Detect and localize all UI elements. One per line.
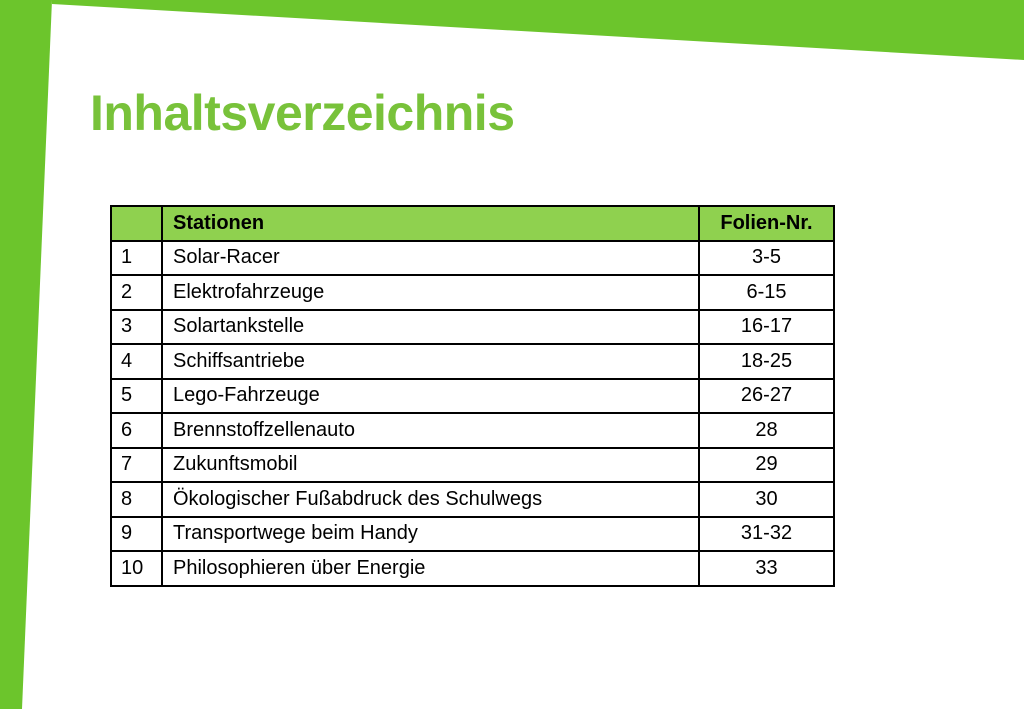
header-pages: Folien-Nr. [699, 206, 834, 241]
table-header-row [111, 206, 834, 241]
row-station: Brennstoffzellenauto [162, 413, 699, 448]
row-pages: 6-15 [699, 275, 834, 310]
row-num: 7 [111, 448, 162, 483]
top-green-banner [52, 0, 1024, 60]
table-row [111, 448, 834, 483]
header-station: Stationen [162, 206, 699, 241]
row-station: Philosophieren über Energie [162, 551, 699, 586]
row-station: Elektrofahrzeuge [162, 275, 699, 310]
row-pages: 3-5 [699, 241, 834, 276]
row-pages: 33 [699, 551, 834, 586]
row-pages: 16-17 [699, 310, 834, 345]
row-num: 5 [111, 379, 162, 414]
row-station: Solar-Racer [162, 241, 699, 276]
row-station: Zukunftsmobil [162, 448, 699, 483]
table-row [111, 379, 834, 414]
table-row [111, 275, 834, 310]
page-title: Inhaltsverzeichnis [90, 85, 515, 141]
row-num: 6 [111, 413, 162, 448]
table-row [111, 344, 834, 379]
row-station: Solartankstelle [162, 310, 699, 345]
row-pages: 31-32 [699, 517, 834, 552]
table-row [111, 551, 834, 586]
table-row [111, 517, 834, 552]
table-row [111, 413, 834, 448]
table-row [111, 310, 834, 345]
row-pages: 28 [699, 413, 834, 448]
row-pages: 26-27 [699, 379, 834, 414]
row-num: 10 [111, 551, 162, 586]
row-station: Transportwege beim Handy [162, 517, 699, 552]
row-pages: 29 [699, 448, 834, 483]
row-num: 4 [111, 344, 162, 379]
row-num: 8 [111, 482, 162, 517]
row-num: 9 [111, 517, 162, 552]
table-row [111, 482, 834, 517]
header-num [111, 206, 162, 241]
row-num: 1 [111, 241, 162, 276]
row-station: Ökologischer Fußabdruck des Schulwegs [162, 482, 699, 517]
row-pages: 18-25 [699, 344, 834, 379]
table-row [111, 241, 834, 276]
row-station: Lego-Fahrzeuge [162, 379, 699, 414]
left-green-stripe [0, 0, 52, 709]
table-of-contents [110, 205, 835, 587]
row-num: 2 [111, 275, 162, 310]
row-pages: 30 [699, 482, 834, 517]
row-num: 3 [111, 310, 162, 345]
row-station: Schiffsantriebe [162, 344, 699, 379]
